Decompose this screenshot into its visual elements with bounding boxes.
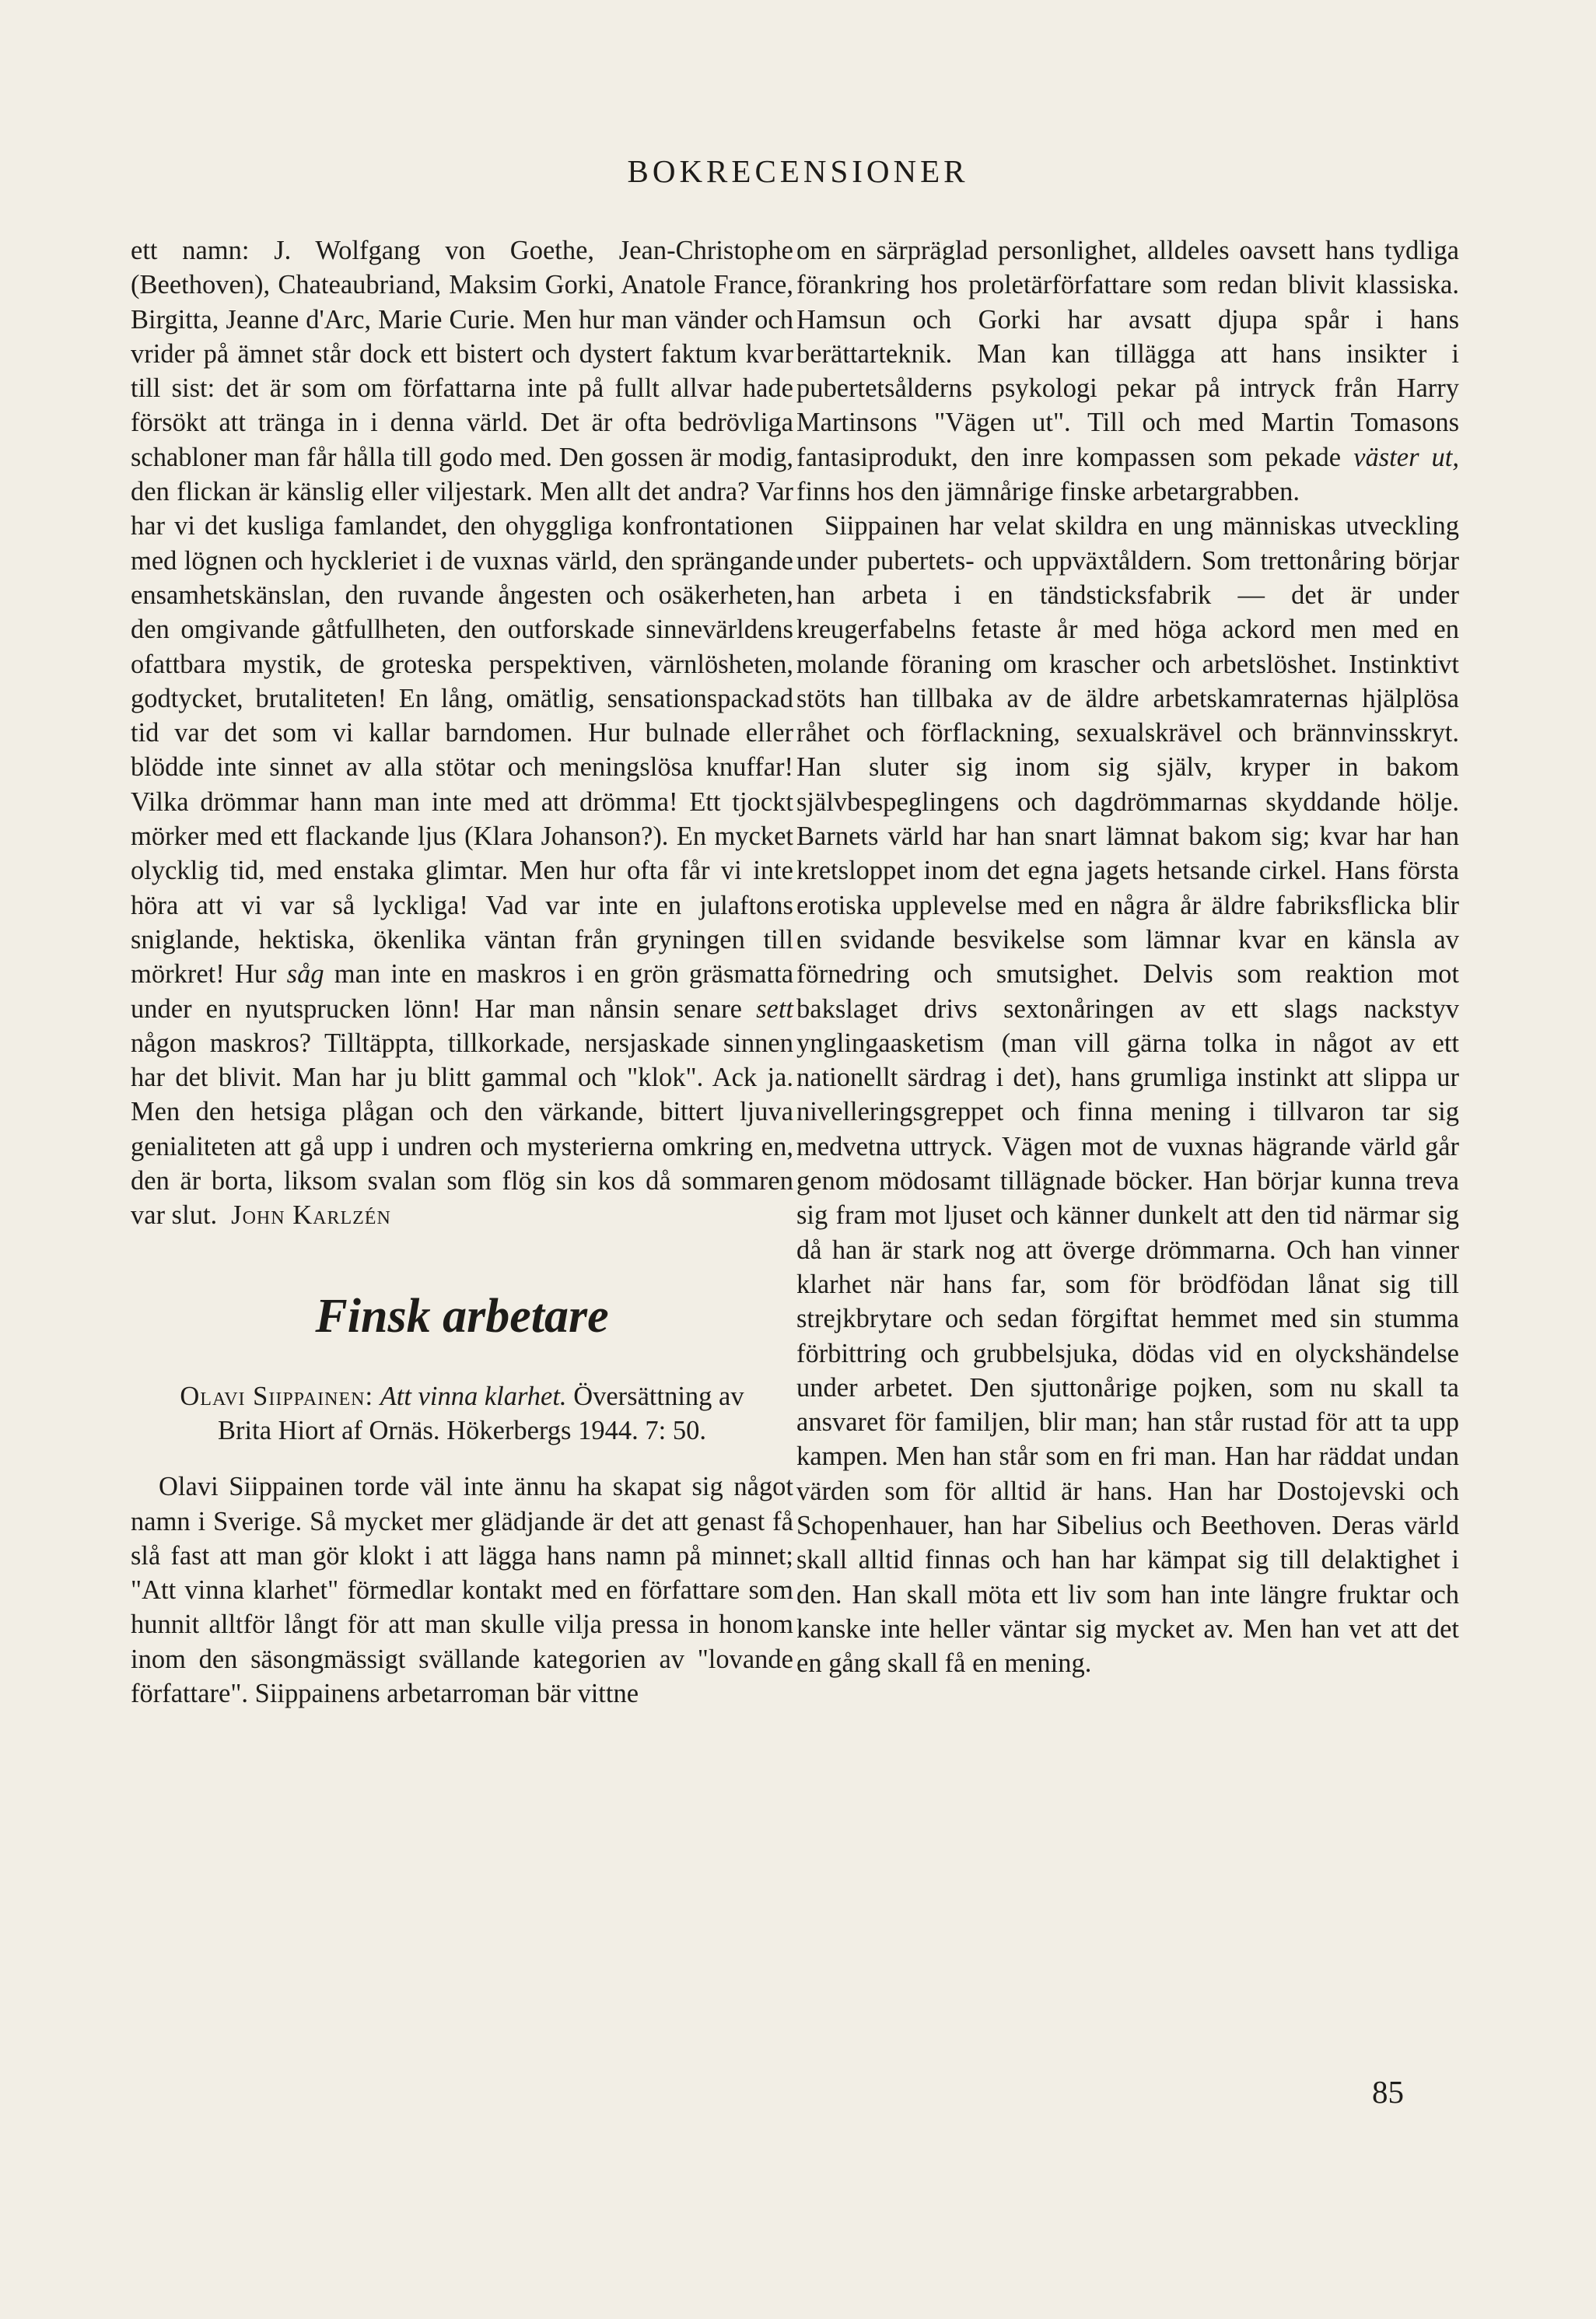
emphasis-text: väster ut, <box>1353 442 1460 472</box>
running-head: BOKRECENSIONER <box>627 153 969 189</box>
right-column <box>796 233 1459 1680</box>
review-paragraph: Olavi Siippainen torde väl inte ännu ha skapat sig något namn i Sverige. Så mycket mer glädjande är det att genast få slå fast att man gör klokt i att lägga hans namn på minnet; "Att vinna klarhet" förmedlar kontakt med en författare som hunnit alltför långt för att man skulle vilja pressa in honom inom den säsongmässigt svällande kategorien av "lovande författare". Siippainens arbetarroman bär vittne <box>131 1472 793 1708</box>
reviewer-signature: John Karlzén <box>231 1200 391 1231</box>
review-text: ett namn: J. Wolfgang von Goethe, Jean-Christophe (Beethoven), Chateaubriand, Maksim Gorki, Anatole France, Birgitta, Jeanne d'Arc, Marie Curie. Men hur man vänder och vrider på ämnet står dock ett bistert och dystert faktum kvar till sist: det är som om författarna inte på fullt allvar hade försökt att tränga in i denna värld. Det är ofta bedrövliga schabloner man får hålla till godo med. Den gossen är modig, den flickan är känslig eller viljestark. Men allt det andra? Var har vi det kusliga famlandet, den ohyggliga konfrontationen med lögnen och hyckleriet i de vuxnas värld, den sprängande ensamhetskänslan, den ruvande ångesten och osäkerheten, den omgivande gåtfullheten, den outforskade sinnevärldens ofattbara mystik, de groteska perspektiven, värnlösheten, godtycket, brutaliteten! En lång, omätlig, sensationspackad tid var det som vi kallar barndomen. Hur bulnade eller blödde inte sinnet av alla stötar och meningslösa knuffar! Vilka drömmar hann man inte med att drömma! Ett tjockt mörker med ett flackande ljus (Klara Johanson?). En mycket olycklig tid, med enstaka glimtar. Men hur ofta får vi inte höra att vi var så lyckliga! Vad var inte en julaftons sniglande, hektiska, ökenlika väntan från gryningen till mörkret! Hur <box>131 236 793 990</box>
emphasis-text: såg <box>286 959 324 990</box>
page-number: 85 <box>1372 2074 1404 2110</box>
review-text: man inte en maskros i en grön gräsmatta under en nyutsprucken lönn! Har man nånsin senare <box>131 959 794 1024</box>
review-text: någon maskros? Tilltäppta, tillkorkade, nersjaskade sinnen har det blivit. Man har ju blitt gammal och "klok". Ack ja. Men den hetsiga plågan och den värkande, bittert ljuva genialiteten att gå upp i undren och mysterierna omkring en, den är borta, liksom svalan som flög sin kos då sommaren var slut. <box>131 1028 793 1231</box>
review-paragraph <box>796 233 1459 509</box>
emphasis-text: sett <box>756 993 793 1024</box>
book-author: Olavi Siippainen: <box>180 1381 374 1411</box>
review-text: om en särpräglad personlighet, alldeles oavsett hans tydliga förankring hos proletärförfattare som redan blivit klassiska. Hamsun och Gorki har avsatt djupa spår i hans berättarteknik. Man kan tillägga att hans insikter i pubertetsålderns psykologi pekar på intryck från Harry Martinsons "Vägen ut". Till och med Martin Tomasons fantasiprodukt, den inre kompassen som pekade <box>796 236 1459 472</box>
book-reference <box>159 1379 765 1448</box>
book-details: Översättning av Brita Hiort af Ornäs. Hökerbergs 1944. 7: 50. <box>218 1381 744 1445</box>
review-text: finns hos den jämnårige finske arbetargrabben. <box>796 477 1300 507</box>
review-paragraph <box>131 233 793 1233</box>
review-paragraph: Siippainen har velat skildra en ung människas utveckling under pubertets- och uppväxtåldern. Som trettonåring börjar han arbeta i en tändsticksfabrik — det är under kreugerfabelns fetaste år med höga ackord men med en molande föraning om krascher och arbetslöshet. Instinktivt stöts han tillbaka av de äldre arbetskamraternas hjälplösa råhet och förflackning, sexualskrävel och brännvinsskryt. Han sluter sig inom sig själv, kryper in bakom självbespeglingens och dagdrömmarnas skyddande hölje. Barnets värld har han snart lämnat bakom sig; kvar har han kretsloppet inom det egna jagets hetsande cirkel. Hans första erotiska upplevelse med en några år äldre fabriksflicka blir en svidande besvikelse som lämnar kvar en känsla av förnedring och smutsighet. Delvis som reaktion mot bakslaget drivs sextonåringen av ett slags nackstyv ynglingaasketism (man vill gärna tolka in något av ett nationellt särdrag i det), hans grumliga instinkt att slippa ur nivelleringsgreppet och finna mening i tillvaron tar sig medvetna uttryck. Vägen mot de vuxnas hägrande värld går genom mödosamt tillägnade böcker. Han börjar kunna treva sig fram mot ljuset och känner dunkelt att den tid närmar sig då han är stark nog att överge drömmarna. Och han vinner klarhet när hans far, som för brödfödan lånat sig till strejkbrytare och sedan förgiftat hemmet med sin stumma förbittring och grubbelsjuka, dödas vid en olyckshändelse under arbetet. Den sjuttonårige pojken, som nu skall ta ansvaret för familjen, blir man; han står rustad för att ta upp kampen. Men han står som en fri man. Han har räddat undan värden som för alltid är hans. Han har Dostojevski och Schopenhauer, han har Sibelius och Beethoven. Deras värld skall alltid finnas och han har kämpat sig till delaktighet i den. Han skall möta ett liv som han inte längre fruktar och kanske inte heller väntar sig mycket av. Men han vet att det en gång skall få en mening. <box>796 511 1459 1679</box>
book-title: Att vinna klarhet. <box>380 1381 567 1411</box>
section-title: Finsk arbetare <box>315 1289 609 1343</box>
left-column <box>131 233 793 1711</box>
